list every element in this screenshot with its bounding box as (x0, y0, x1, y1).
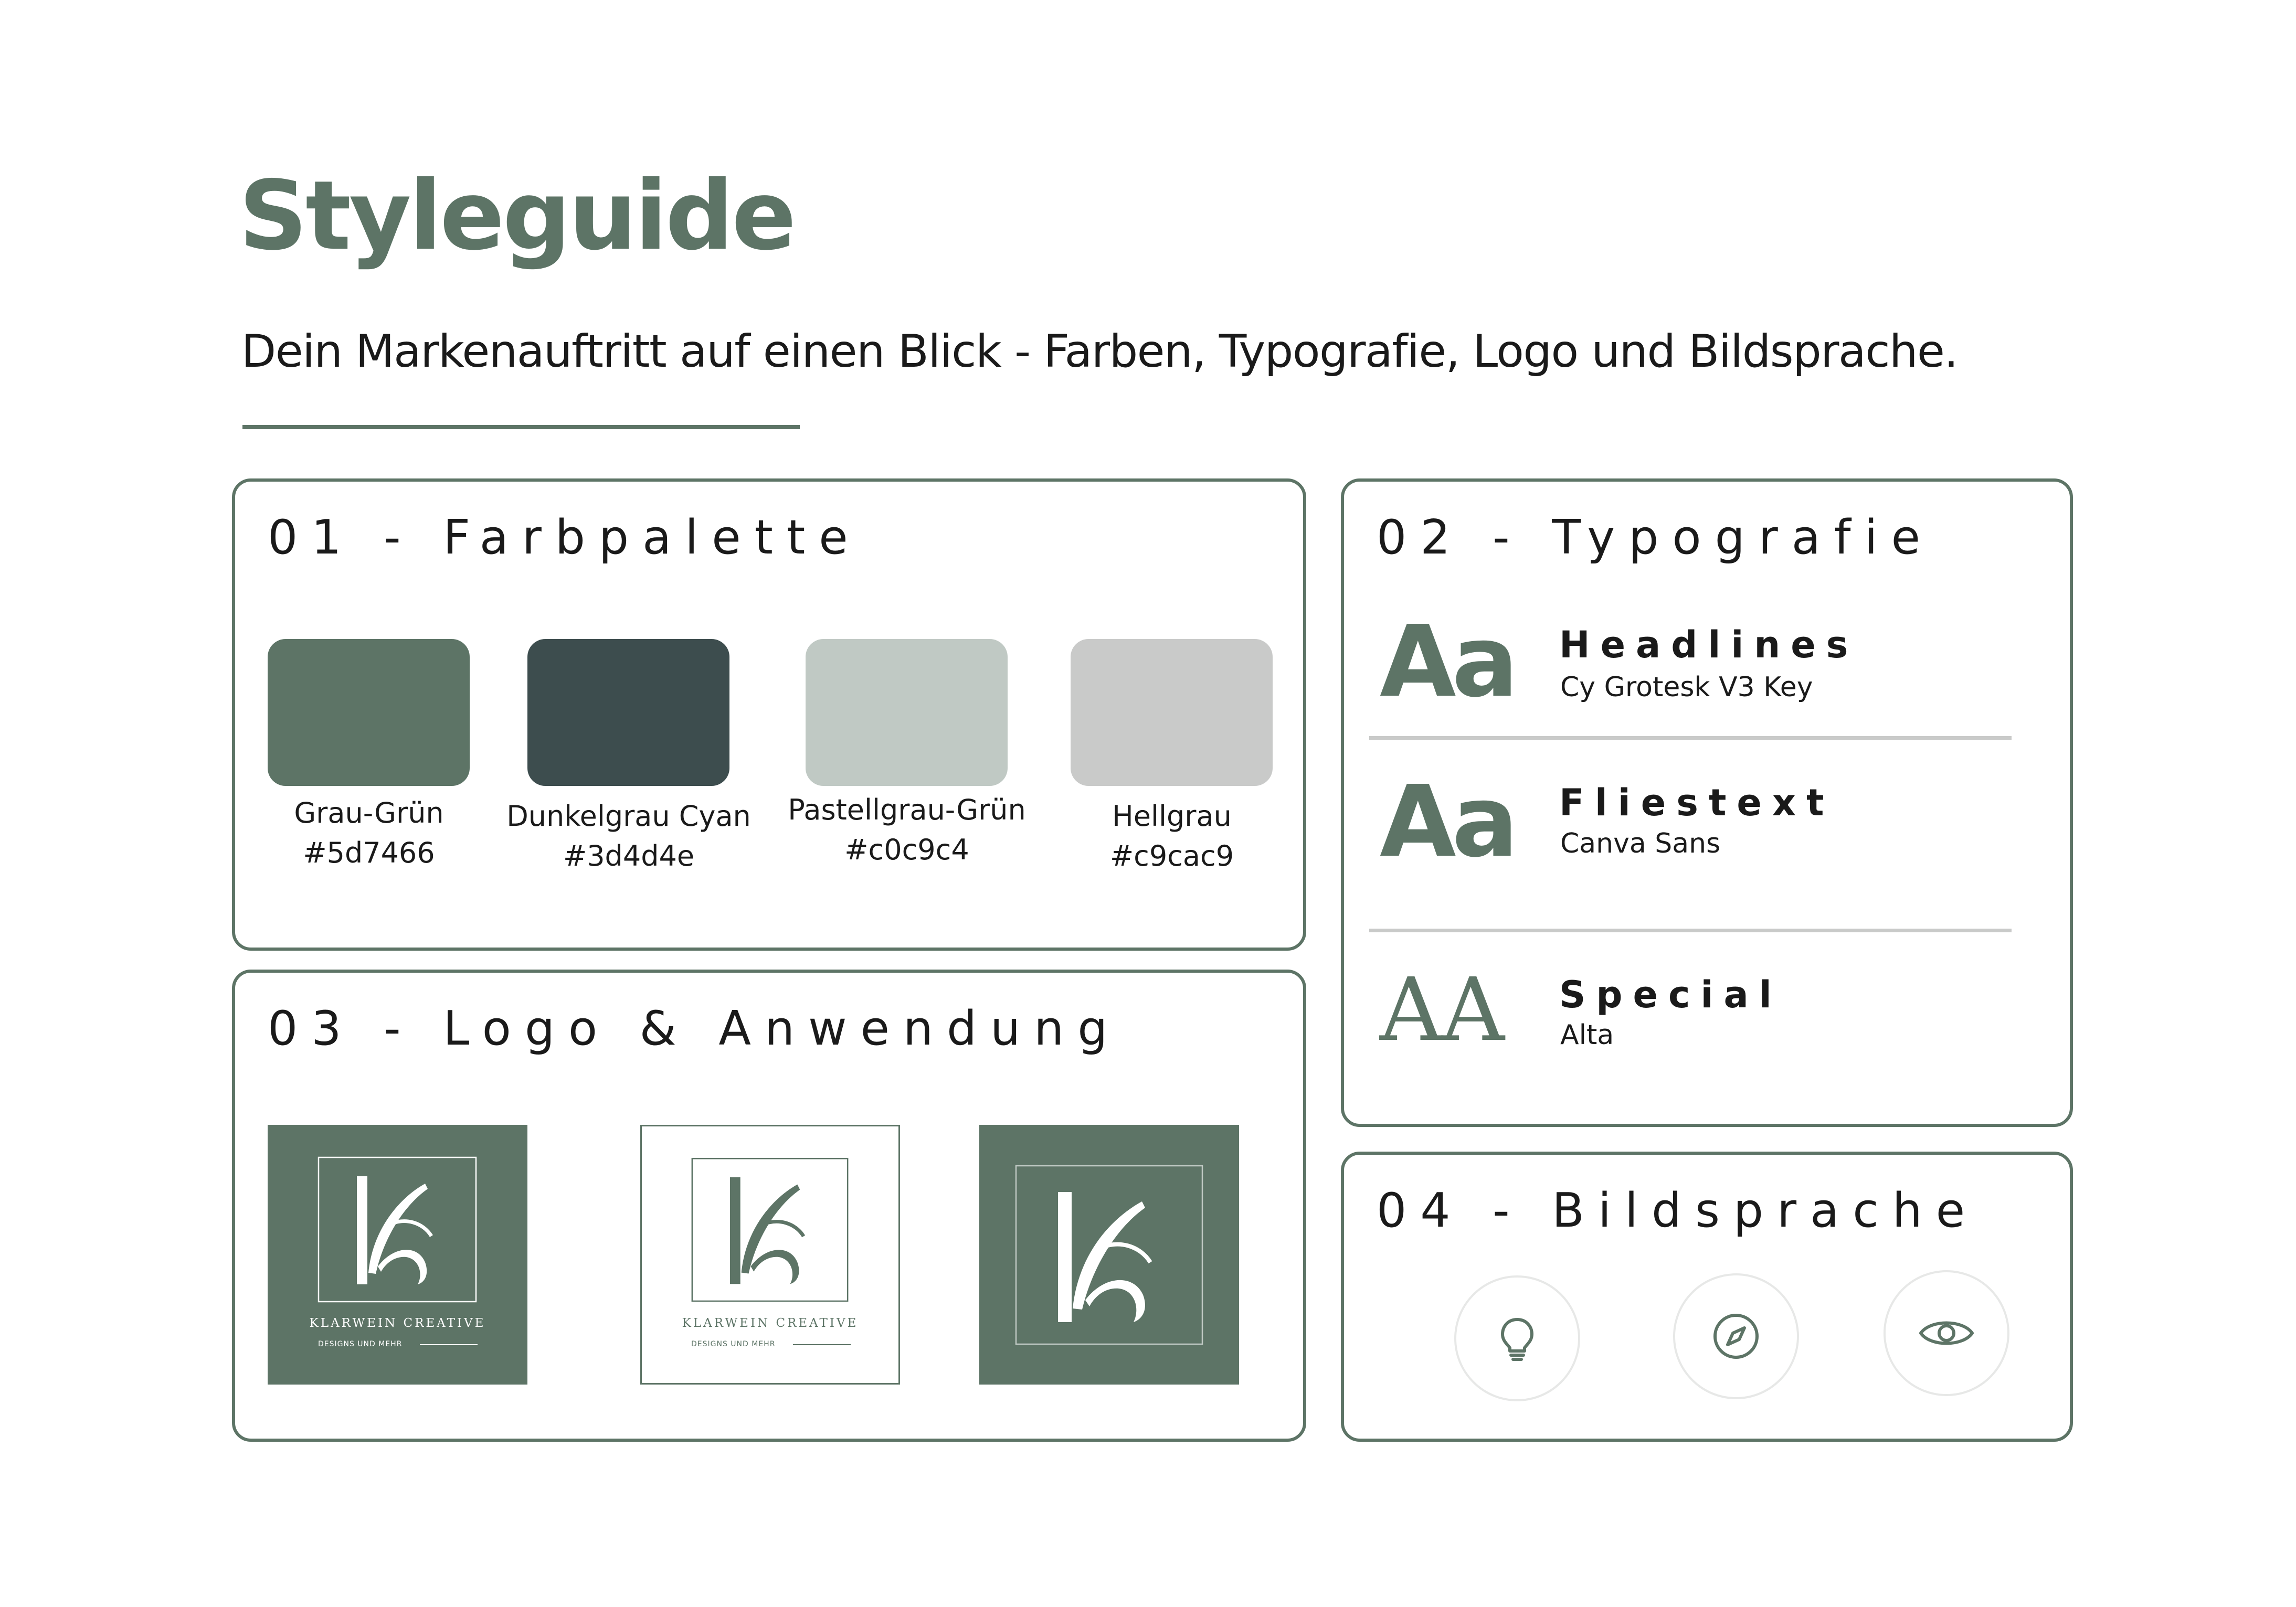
logo-tagline-rule (420, 1344, 478, 1345)
logo-tagline-rule (793, 1344, 851, 1345)
type-role-special: Special (1559, 973, 1782, 1016)
swatch-pastellgrau-gruen (806, 639, 1008, 786)
logo-card (232, 970, 1306, 1442)
swatch-hex: #5d7466 (303, 836, 435, 869)
bildsprache-card (1341, 1152, 2073, 1442)
type-font-fliestext: Canva Sans (1560, 828, 1721, 859)
eye-icon (1884, 1270, 2009, 1396)
logo-light-full (640, 1125, 900, 1385)
swatch-name: Grau-Grün (294, 796, 444, 829)
type-divider (1369, 929, 2012, 932)
bildsprache-heading: 04 - Bildsprache (1377, 1183, 1979, 1238)
logo-mark-icon (979, 1125, 1239, 1385)
logo-dark-mark (979, 1125, 1239, 1385)
type-font-headlines: Cy Grotesk V3 Key (1560, 672, 1813, 703)
page-title: Styleguide (239, 160, 795, 271)
type-sample-special: AA (1380, 960, 1504, 1061)
swatch-name: Dunkelgrau Cyan (506, 800, 751, 833)
typografie-card (1341, 478, 2073, 1127)
compass-icon (1673, 1273, 1799, 1399)
type-role-fliestext: Fliestext (1559, 781, 1835, 824)
swatch-grau-gruen (268, 639, 470, 786)
farbpalette-heading: 01 - Farbpalette (268, 510, 862, 565)
swatch-hellgrau (1071, 639, 1273, 786)
type-role-headlines: Headlines (1559, 623, 1859, 666)
swatch-label-dunkelgrau-cyan (492, 796, 765, 876)
logo-brand-name: KLARWEIN CREATIVE (682, 1316, 859, 1330)
swatch-dunkelgrau-cyan (527, 639, 729, 786)
swatch-hex: #c9cac9 (1109, 839, 1234, 872)
swatch-hex: #c0c9c4 (844, 833, 969, 866)
logo-tagline: DESIGNS UND MEHR (691, 1340, 776, 1348)
swatch-name: Hellgrau (1112, 800, 1232, 833)
swatch-label-grau-gruen (232, 793, 505, 873)
logo-brand-name: KLARWEIN CREATIVE (309, 1316, 486, 1330)
page-subtitle: Dein Markenauftritt auf einen Blick - Farben, Typografie, Logo und Bildsprache. (241, 325, 1958, 378)
type-sample-fliestext: Aa (1380, 764, 1515, 879)
logo-tagline: DESIGNS UND MEHR (318, 1340, 403, 1348)
swatch-label-hellgrau (1035, 796, 1308, 876)
swatch-name: Pastellgrau-Grün (788, 793, 1026, 826)
typografie-heading: 02 - Typografie (1377, 510, 1934, 565)
logo-heading: 03 - Logo & Anwendung (268, 1001, 1121, 1056)
farbpalette-card (232, 478, 1306, 951)
type-font-special: Alta (1560, 1019, 1614, 1051)
swatch-label-pastellgrau-gruen (770, 790, 1043, 870)
type-divider (1369, 736, 2012, 740)
swatch-hex: #3d4d4e (563, 839, 695, 872)
type-sample-headlines: Aa (1380, 604, 1515, 719)
logo-dark-full (268, 1125, 527, 1385)
lightbulb-icon (1454, 1275, 1580, 1401)
title-underline (242, 425, 800, 429)
